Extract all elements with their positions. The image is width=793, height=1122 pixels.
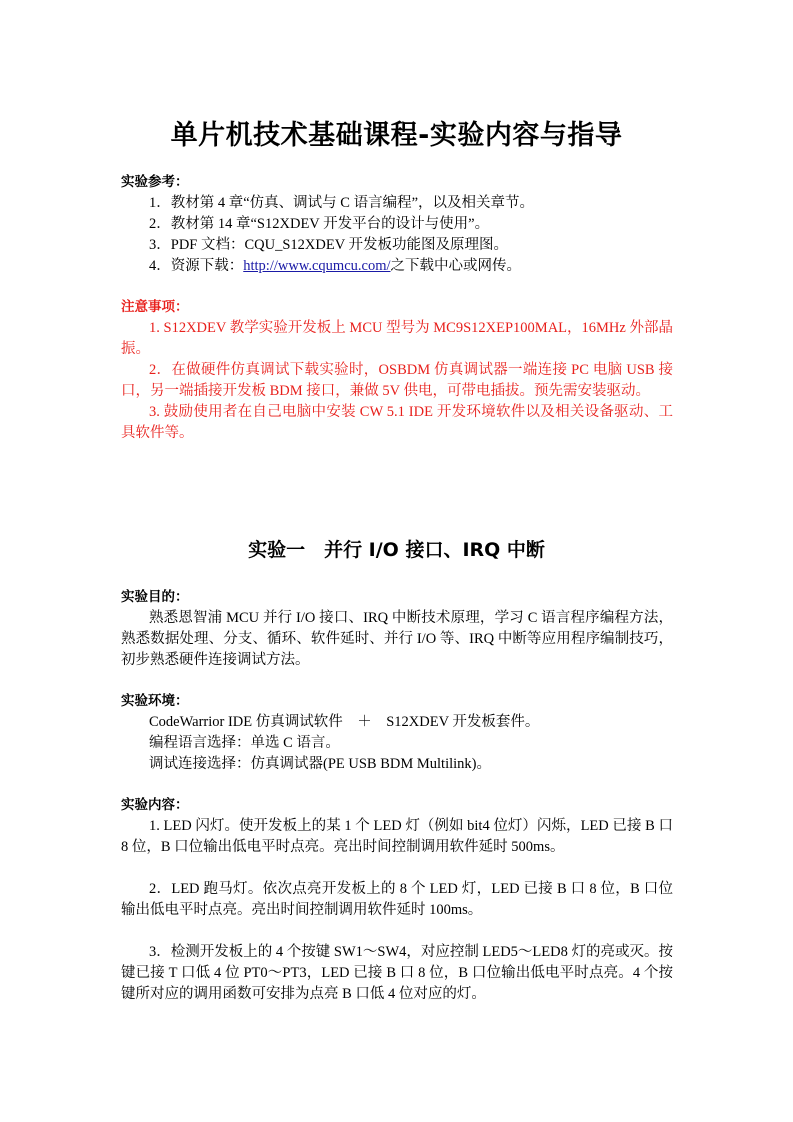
reference-item: 1．教材第 4 章“仿真、调试与 C 语言编程”，以及相关章节。 bbox=[149, 195, 535, 211]
references-heading: 实验参考： bbox=[121, 174, 189, 190]
resource-link[interactable]: http://www.cqumcu.com/ bbox=[243, 258, 391, 274]
purpose-heading: 实验目的： bbox=[121, 589, 189, 605]
content-item: 2．LED 跑马灯。依次点亮开发板上的 8 个 LED 灯，LED 已接 B 口 8 位，B 口位输出低电平时点亮。亮出时间控制调用软件延时 100ms。 bbox=[121, 881, 673, 918]
environment-section bbox=[121, 691, 673, 775]
note-item: 1. S12XDEV 教学实验开发板上 MCU 型号为 MC9S12XEP100MAL，16MHz 外部晶振。 bbox=[121, 320, 673, 357]
content-item: 1. LED 闪灯。使开发板上的某 1 个 LED 灯（例如 bit4 位灯）闪烁，LED 已接 B 口 8 位，B 口位输出低电平时点亮。亮出时间控制调用软件延时 500ms。 bbox=[121, 818, 673, 855]
environment-line: CodeWarrior IDE 仿真调试软件 ＋ S12XDEV 开发板套件。 bbox=[149, 714, 540, 730]
environment-heading: 实验环境： bbox=[121, 693, 189, 709]
experiment-title: 实验一 并行 I/O 接口、IRQ 中断 bbox=[248, 539, 545, 561]
reference-item: 3．PDF 文档：CQU_S12XDEV 开发板功能图及原理图。 bbox=[149, 237, 509, 253]
main-title: 单片机技术基础课程-实验内容与指导 bbox=[170, 120, 623, 151]
note-item: 2．在做硬件仿真调试下载实验时，OSBDM 仿真调试器一端连接 PC 电脑 USB 接口，另一端插接开发板 BDM 接口，兼做 5V 供电，可带电插拔。预先需安装驱动。 bbox=[121, 362, 673, 399]
spacer bbox=[121, 921, 673, 942]
notes-heading: 注意事项： bbox=[121, 299, 189, 315]
reference-item: 2．教材第 14 章“S12XDEV 开发平台的设计与使用”。 bbox=[149, 216, 490, 232]
spacer bbox=[121, 858, 673, 879]
purpose-text: 熟悉恩智浦 MCU 并行 I/O 接口、IRQ 中断技术原理，学习 C 语言程序编程方法，熟悉数据处理、分支、循环、软件延时、并行 I/O 等、IRQ 中断等应用程序编制技巧，初步熟悉硬件连接调试方法。 bbox=[121, 610, 673, 668]
reference-prefix: 4．资源下载： bbox=[149, 258, 244, 274]
reference-suffix: 之下载中心或网传。 bbox=[390, 258, 522, 274]
content-heading: 实验内容： bbox=[121, 797, 189, 813]
references-section bbox=[121, 172, 673, 277]
note-item: 3. 鼓励使用者在自己电脑中安装 CW 5.1 IDE 开发环境软件以及相关设备驱动、工具软件等。 bbox=[121, 404, 673, 441]
notes-section bbox=[121, 297, 673, 444]
content-section bbox=[121, 795, 673, 1005]
content-item: 3．检测开发板上的 4 个按键 SW1～SW4，对应控制 LED5～LED8 灯的亮或灭。按键已接 T 口低 4 位 PT0～PT3，LED 已接 B 口 8 位，B 口位输出低电平时点亮。4 个按键所对应的调用函数可安排为点亮 B 口低 4 位对应的灯。 bbox=[121, 944, 673, 1002]
purpose-section bbox=[121, 587, 673, 671]
environment-line: 编程语言选择：单选 C 语言。 bbox=[149, 735, 340, 751]
reference-item bbox=[121, 256, 673, 277]
environment-line: 调试连接选择：仿真调试器(PE USB BDM Multilink)。 bbox=[149, 756, 491, 772]
